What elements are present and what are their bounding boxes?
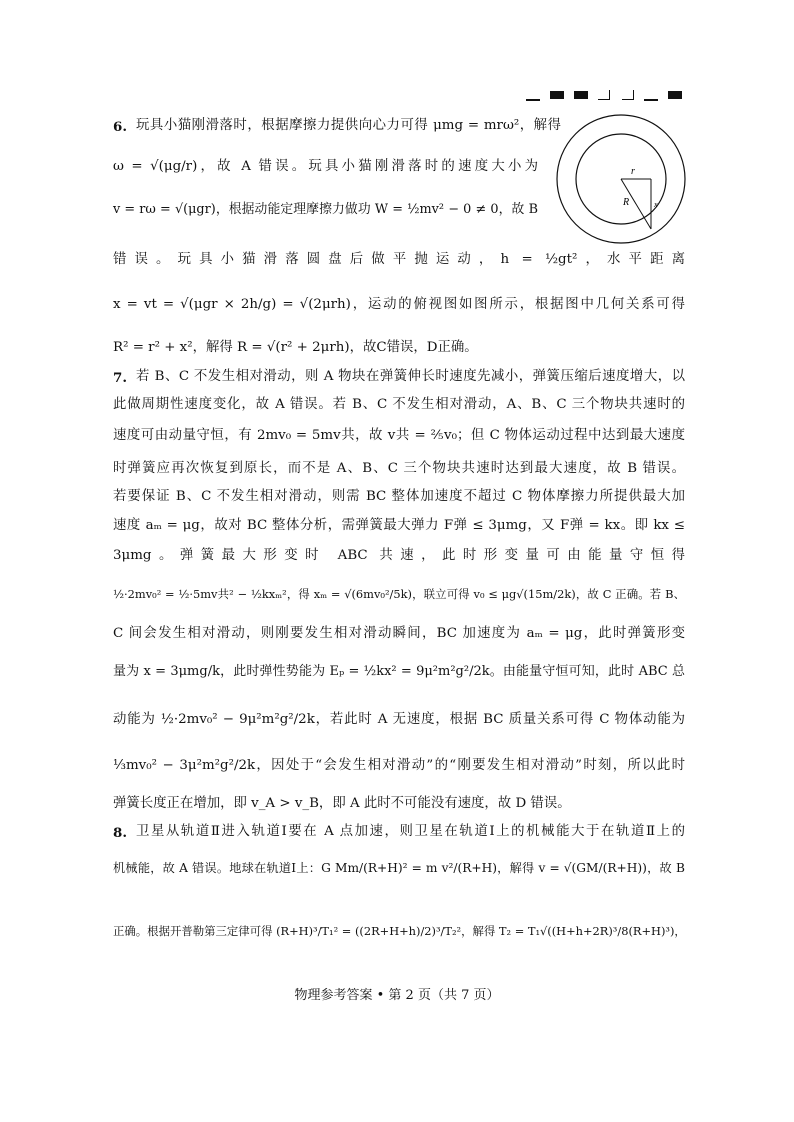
- header-mark-block: [668, 91, 682, 99]
- q6-line-2: ω = √(μg/r)，故 A 错误。玩具小猫刚滑落时的速度大小为: [113, 159, 538, 174]
- q6-line-5: x = vt = √(μgr × 2h/g) = √(2μrh)，运动的俯视图如图所示，根据图中几何关系可得: [113, 297, 685, 312]
- header-mark-bracket: [622, 90, 634, 100]
- q8-number: 8.: [113, 825, 127, 841]
- q7-line-6: 速度 aₘ = μg，故对 BC 整体分析，需弹簧最大弹力 F弹 ≤ 3μmg，又 F弹 = kx。即 kx ≤: [113, 518, 685, 533]
- label-x: x: [654, 200, 658, 209]
- header-mark-dash: [526, 99, 540, 101]
- q6-line-4: 错误。玩具小猫滑落圆盘后做平抛运动，h = ½gt²，水平距离: [113, 252, 685, 267]
- q6-line-6: R² = r² + x²，解得 R = √(r² + 2μrh)，故C错误，D正确。: [113, 340, 478, 355]
- q7-line-10: 量为 x = 3μmg/k，此时弹性势能为 Eₚ = ½kx² = 9μ²m²g²/2k。由能量守恒可知，此时 ABC 总: [113, 664, 685, 679]
- q6-number: 6.: [113, 119, 127, 135]
- q7-line-5: 若要保证 B、C 不发生相对滑动，则需 BC 整体加速度不超过 C 物体摩擦力所提供最大加: [113, 489, 685, 504]
- q7-line-7: 3μmg。弹簧最大形变时 ABC 共速，此时形变量可由能量守恒得: [113, 548, 685, 563]
- header-mark-dash: [644, 99, 658, 101]
- q8-line-3: 正确。根据开普勒第三定律可得 (R+H)³/T₁² = ((2R+H+h)/2)³/T₂²，解得 T₂ = T₁√((H+h+2R)³/8(R+H)³)，: [113, 924, 686, 938]
- q6-line-1: 玩具小猫刚滑落时，根据摩擦力提供向心力可得 μmg = mrω²，解得: [136, 118, 561, 133]
- q7-line-1: 若 B、C 不发生相对滑动，则 A 物块在弹簧伸长时速度先减小，弹簧压缩后速度增大，以: [136, 369, 685, 384]
- header-mark-block: [550, 91, 564, 99]
- q7-line-11: 动能为 ½·2mv₀² − 9μ²m²g²/2k，若此时 A 无速度，根据 BC 质量关系可得 C 物体动能为: [113, 712, 685, 727]
- q7-line-2: 此做周期性速度变化，故 A 错误。若 B、C 不发生相对滑动，A、B、C 三个物块共速时的: [113, 397, 685, 412]
- q6-line-3: v = rω = √(μgr)，根据动能定理摩擦力做功 W = ½mv² − 0 ≠ 0，故 B: [113, 202, 538, 217]
- q7-number: 7.: [113, 370, 127, 386]
- header-mark-block: [574, 91, 588, 99]
- disc-top-view-figure: [555, 113, 687, 245]
- q8-line-1: 卫星从轨道Ⅱ进入轨道Ⅰ要在 A 点加速，则卫星在轨道Ⅰ上的机械能大于在轨道Ⅱ上的: [136, 824, 685, 839]
- header-mark-bracket: [598, 90, 610, 100]
- header-marks: [526, 88, 686, 102]
- q7-line-9: C 间会发生相对滑动，则刚要发生相对滑动瞬间，BC 加速度为 aₘ = μg，此时弹簧形变: [113, 626, 685, 641]
- label-R: R: [623, 197, 630, 208]
- q7-line-13: 弹簧长度正在增加，即 v_A > v_B，即 A 此时不可能没有速度，故 D 错误。: [113, 796, 571, 811]
- q7-line-12: ⅓mv₀² − 3μ²m²g²/2k，因处于“会发生相对滑动”的“刚要发生相对滑动”时刻，所以此时: [113, 758, 685, 773]
- label-r: r: [631, 166, 635, 177]
- page-footer: 物理参考答案 • 第 2 页（共 7 页）: [294, 988, 500, 1003]
- q8-line-2: 机械能，故 A 错误。地球在轨道Ⅰ上：G Mm/(R+H)² = m v²/(R+H)，解得 v = √(GM/(R+H))，故 B: [113, 861, 685, 875]
- q7-line-4: 时弹簧应再次恢复到原长，而不是 A、B、C 三个物块共速时达到最大速度，故 B 错误。: [113, 461, 685, 476]
- q7-line-8: ½·2mv₀² = ½·5mv共² − ½kxₘ²，得 xₘ = √(6mv₀²/5k)，联立可得 v₀ ≤ μg√(15m/2k)，故 C 正确。若 B、: [113, 587, 685, 601]
- q7-line-3: 速度可由动量守恒，有 2mv₀ = 5mv共，故 v共 = ⅖v₀；但 C 物体运动过程中达到最大速度: [113, 428, 685, 443]
